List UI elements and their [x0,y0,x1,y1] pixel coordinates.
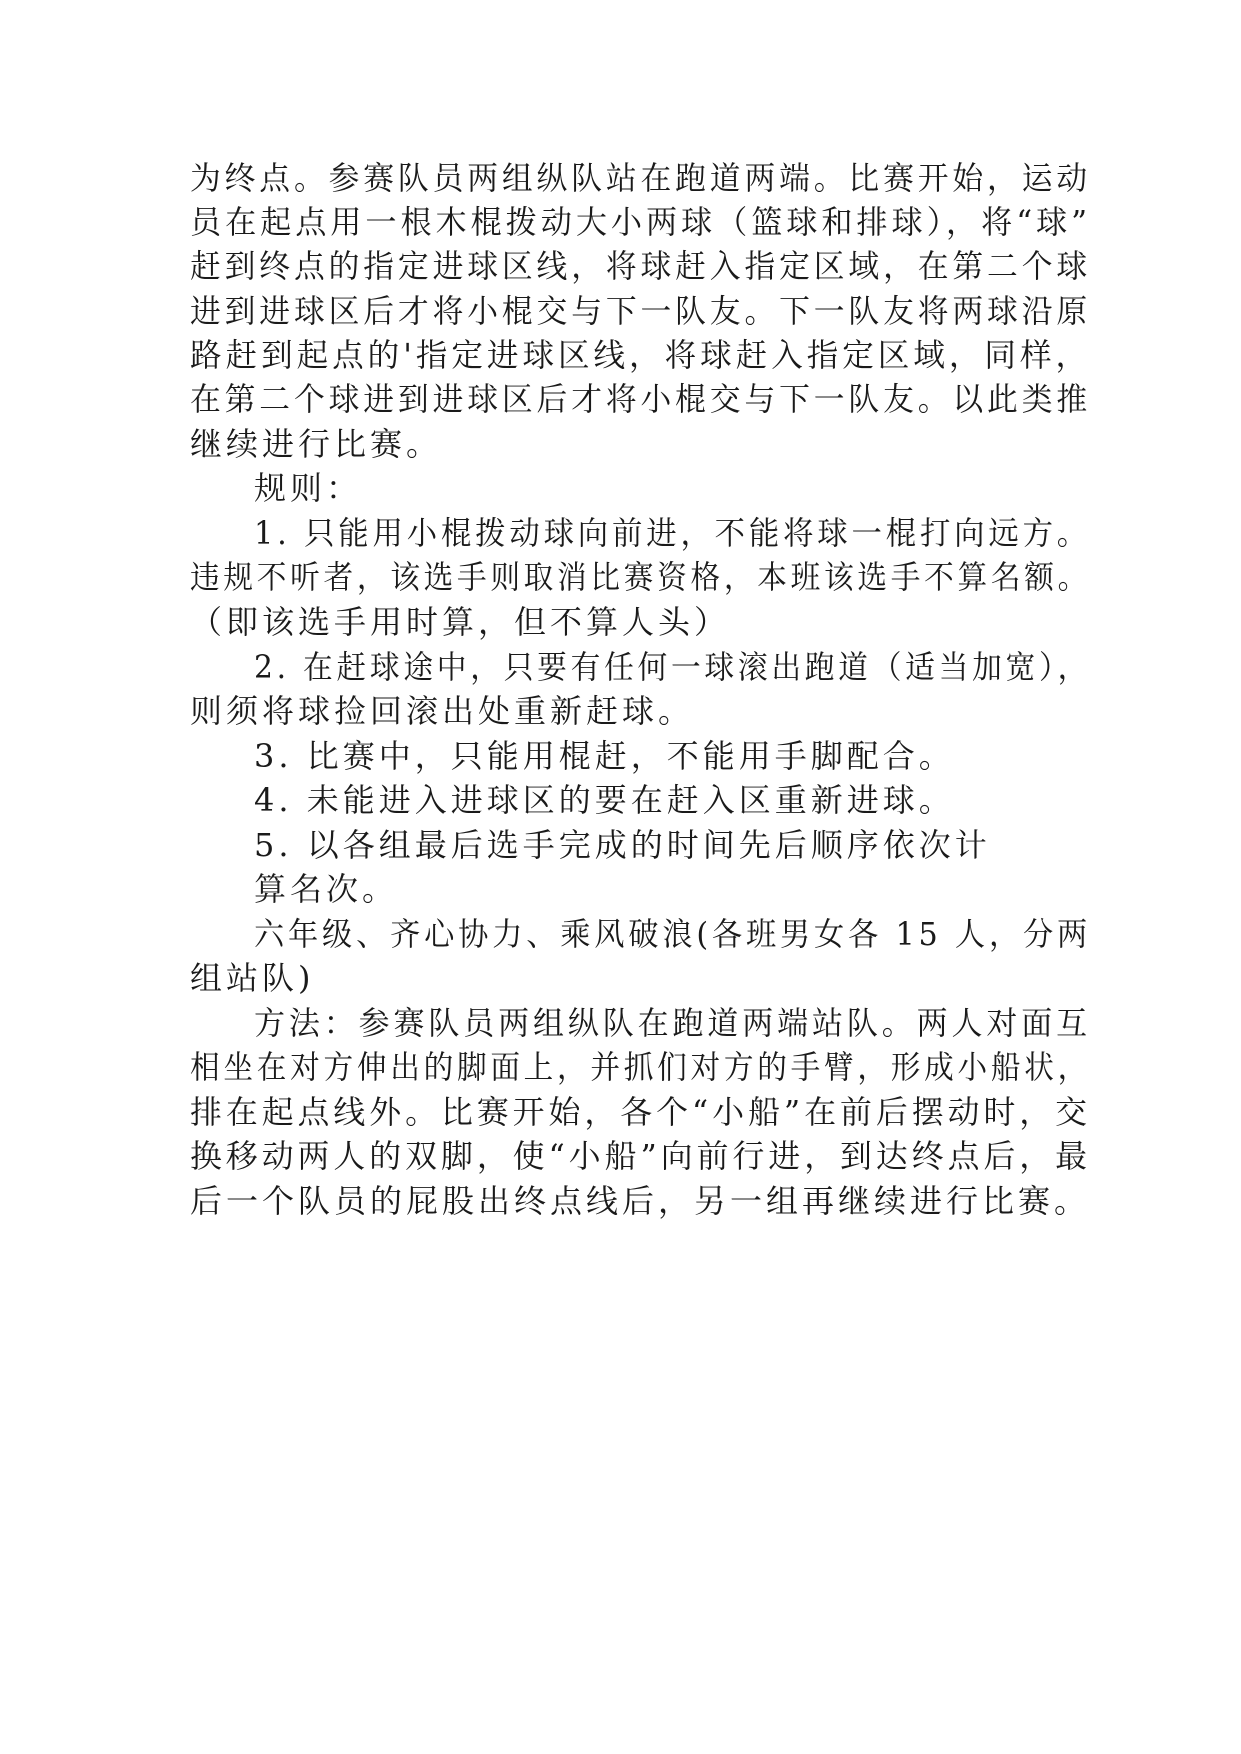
paragraph-line: 员在起点用一根木棍拨动大小两球（篮球和排球），将“球” [190,203,1091,241]
paragraph-line: 组站队) [190,959,315,997]
paragraph-line: 则须将球捡回滚出处重新赶球。 [190,692,695,730]
paragraph-line: 在第二个球进到进球区后才将小棍交与下一队友。以此类推 [190,380,1092,418]
rule-item-1: 1. 只能用小棍拨动球向前进，不能将球一棍打向远方。 [254,514,1092,552]
paragraph-line: 相坐在对方伸出的脚面上，并抓们对方的手臂，形成小船状， [190,1048,1091,1086]
paragraph-line: 换移动两人的双脚，使“小船”向前行进，到达终点后，最 [190,1137,1092,1175]
paragraph-line: 排在起点线外。比赛开始，各个“小船”在前后摆动时，交 [190,1093,1092,1131]
paragraph-line: （即该选手用时算，但不算人头） [190,603,731,641]
paragraph-line: 进到进球区后才将小棍交与下一队友。下一队友将两球沿原 [190,292,1092,330]
method-paragraph: 方法：参赛队员两组纵队在跑道两端站队。两人对面互 [254,1004,1091,1042]
rule-item-2: 2. 在赶球途中，只要有任何一球滚出跑道（适当加宽）， [254,648,1092,686]
rule-item-3: 3. 比赛中，只能用棍赶，不能用手脚配合。 [254,737,955,775]
paragraph-line: 路赶到起点的'指定进球区线，将球赶入指定区域，同样， [190,336,1092,374]
paragraph-line: 赶到终点的指定进球区线，将球赶入指定区域，在第二个球 [190,247,1092,285]
section-heading-grade-six: 六年级、齐心协力、乘风破浪(各班男女各 15 人，分两 [254,915,1092,953]
paragraph-line: 继续进行比赛。 [190,425,443,463]
paragraph-line: 违规不听者，该选手则取消比赛资格，本班该选手不算名额。 [190,558,1091,596]
paragraph-line: 算名次。 [254,870,399,908]
paragraph-line: 为终点。参赛队员两组纵队站在跑道两端。比赛开始，运动 [190,159,1092,197]
rule-item-5: 5. 以各组最后选手完成的时间先后顺序依次计 [254,826,991,864]
paragraph-line: 后一个队员的屁股出终点线后，另一组再继续进行比赛。 [190,1182,1091,1220]
rule-item-4: 4. 未能进入进球区的要在赶入区重新进球。 [254,781,955,819]
section-heading-rules: 规则： [254,469,363,507]
